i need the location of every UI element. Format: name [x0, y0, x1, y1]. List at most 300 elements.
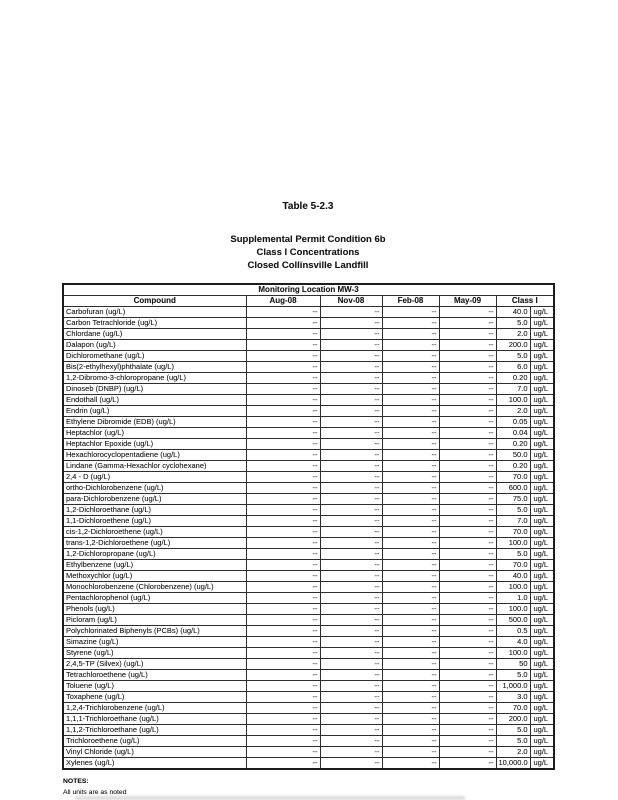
compound-name: Picloram (ug/L)	[63, 615, 246, 626]
table-row	[63, 428, 554, 439]
table-row	[63, 758, 554, 770]
class1-unit: ug/L	[530, 406, 554, 417]
class1-value: 70.0	[496, 527, 530, 538]
table-row	[63, 725, 554, 736]
class1-value: 50	[496, 659, 530, 670]
notes-line-units: All units are as noted	[63, 789, 127, 796]
table-row	[63, 692, 554, 703]
compound-name: 1,2,4-Trichlorobenzene (ug/L)	[63, 703, 246, 714]
table-row	[63, 714, 554, 725]
class1-value: 100.0	[496, 538, 530, 549]
class1-unit: ug/L	[530, 373, 554, 384]
result-may09: --	[439, 406, 496, 417]
class1-unit: ug/L	[530, 725, 554, 736]
result-aug08: --	[246, 461, 320, 472]
compound-name: Chlordane (ug/L)	[63, 329, 246, 340]
result-aug08: --	[246, 384, 320, 395]
result-nov08: --	[320, 472, 382, 483]
column-header-class1: Class I	[496, 296, 554, 307]
result-may09: --	[439, 351, 496, 362]
class1-value: 75.0	[496, 494, 530, 505]
compound-name: Dalapon (ug/L)	[63, 340, 246, 351]
result-nov08: --	[320, 560, 382, 571]
result-may09: --	[439, 681, 496, 692]
class1-value: 200.0	[496, 714, 530, 725]
compound-name: Toluene (ug/L)	[63, 681, 246, 692]
class1-value: 100.0	[496, 395, 530, 406]
class1-value: 5.0	[496, 318, 530, 329]
result-feb08: --	[382, 362, 439, 373]
table-row	[63, 648, 554, 659]
class1-value: 1,000.0	[496, 681, 530, 692]
table-row	[63, 736, 554, 747]
column-header-nov08: Nov-08	[320, 296, 382, 307]
class1-unit: ug/L	[530, 483, 554, 494]
class1-unit: ug/L	[530, 648, 554, 659]
class1-value: 0.20	[496, 461, 530, 472]
table-row	[63, 362, 554, 373]
result-may09: --	[439, 648, 496, 659]
result-may09: --	[439, 329, 496, 340]
compound-name: 1,2-Dibromo-3-chloropropane (ug/L)	[63, 373, 246, 384]
result-nov08: --	[320, 659, 382, 670]
result-aug08: --	[246, 659, 320, 670]
result-may09: --	[439, 483, 496, 494]
class1-unit: ug/L	[530, 714, 554, 725]
result-aug08: --	[246, 329, 320, 340]
compound-name: Heptachlor (ug/L)	[63, 428, 246, 439]
table-row	[63, 659, 554, 670]
table-row	[63, 329, 554, 340]
result-may09: --	[439, 714, 496, 725]
result-feb08: --	[382, 703, 439, 714]
result-nov08: --	[320, 428, 382, 439]
class1-unit: ug/L	[530, 571, 554, 582]
table-row	[63, 571, 554, 582]
compound-name: Phenols (ug/L)	[63, 604, 246, 615]
class1-unit: ug/L	[530, 395, 554, 406]
compound-name: Bis(2-ethylhexyl)phthalate (ug/L)	[63, 362, 246, 373]
compound-name: trans-1,2-Dichloroethene (ug/L)	[63, 538, 246, 549]
result-aug08: --	[246, 439, 320, 450]
result-feb08: --	[382, 670, 439, 681]
class1-value: 100.0	[496, 648, 530, 659]
table-row	[63, 626, 554, 637]
result-nov08: --	[320, 527, 382, 538]
table-row	[63, 340, 554, 351]
class1-unit: ug/L	[530, 604, 554, 615]
class1-value: 40.0	[496, 571, 530, 582]
result-feb08: --	[382, 692, 439, 703]
class1-value: 3.0	[496, 692, 530, 703]
compound-name: 1,2-Dichloroethane (ug/L)	[63, 505, 246, 516]
compound-name: cis-1,2-Dichloroethene (ug/L)	[63, 527, 246, 538]
table-row	[63, 560, 554, 571]
monitoring-location-header: Monitoring Location MW-3	[63, 284, 554, 296]
result-aug08: --	[246, 318, 320, 329]
result-feb08: --	[382, 340, 439, 351]
result-feb08: --	[382, 505, 439, 516]
result-nov08: --	[320, 637, 382, 648]
compound-name: Dinoseb (DNBP) (ug/L)	[63, 384, 246, 395]
result-nov08: --	[320, 395, 382, 406]
class1-value: 5.0	[496, 725, 530, 736]
result-aug08: --	[246, 648, 320, 659]
result-nov08: --	[320, 483, 382, 494]
result-feb08: --	[382, 395, 439, 406]
result-nov08: --	[320, 571, 382, 582]
result-nov08: --	[320, 670, 382, 681]
table-row	[63, 472, 554, 483]
monitoring-results-table	[62, 283, 555, 770]
table-row	[63, 637, 554, 648]
result-nov08: --	[320, 505, 382, 516]
table-row	[63, 406, 554, 417]
result-may09: --	[439, 395, 496, 406]
result-may09: --	[439, 670, 496, 681]
compound-name: Carbon Tetrachloride (ug/L)	[63, 318, 246, 329]
class1-value: 5.0	[496, 351, 530, 362]
compound-name: para-Dichlorobenzene (ug/L)	[63, 494, 246, 505]
compound-name: 2,4 - D (ug/L)	[63, 472, 246, 483]
result-aug08: --	[246, 615, 320, 626]
result-may09: --	[439, 417, 496, 428]
compound-name: Xylenes (ug/L)	[63, 758, 246, 770]
result-nov08: --	[320, 736, 382, 747]
class1-value: 600.0	[496, 483, 530, 494]
table-row	[63, 483, 554, 494]
result-aug08: --	[246, 527, 320, 538]
class1-value: 2.0	[496, 329, 530, 340]
result-may09: --	[439, 461, 496, 472]
compound-name: Vinyl Chloride (ug/L)	[63, 747, 246, 758]
class1-unit: ug/L	[530, 384, 554, 395]
class1-value: 500.0	[496, 615, 530, 626]
result-aug08: --	[246, 417, 320, 428]
class1-unit: ug/L	[530, 472, 554, 483]
class1-value: 100.0	[496, 582, 530, 593]
column-header-may09: May-09	[439, 296, 496, 307]
result-may09: --	[439, 384, 496, 395]
class1-unit: ug/L	[530, 560, 554, 571]
subtitle-permit-condition: Supplemental Permit Condition 6b	[230, 234, 386, 245]
table-row	[63, 417, 554, 428]
compound-name: Methoxychlor (ug/L)	[63, 571, 246, 582]
result-aug08: --	[246, 450, 320, 461]
result-feb08: --	[382, 527, 439, 538]
result-aug08: --	[246, 483, 320, 494]
result-feb08: --	[382, 494, 439, 505]
result-nov08: --	[320, 450, 382, 461]
result-aug08: --	[246, 538, 320, 549]
class1-unit: ug/L	[530, 681, 554, 692]
class1-value: 5.0	[496, 670, 530, 681]
result-may09: --	[439, 637, 496, 648]
class1-value: 0.20	[496, 439, 530, 450]
compound-name: Ethylene Dibromide (EDB) (ug/L)	[63, 417, 246, 428]
result-may09: --	[439, 340, 496, 351]
result-may09: --	[439, 582, 496, 593]
result-may09: --	[439, 549, 496, 560]
table-body	[63, 307, 554, 770]
class1-unit: ug/L	[530, 318, 554, 329]
class1-unit: ug/L	[530, 351, 554, 362]
class1-unit: ug/L	[530, 582, 554, 593]
class1-unit: ug/L	[530, 417, 554, 428]
result-nov08: --	[320, 604, 382, 615]
result-aug08: --	[246, 758, 320, 770]
class1-value: 2.0	[496, 406, 530, 417]
result-aug08: --	[246, 307, 320, 318]
result-nov08: --	[320, 714, 382, 725]
result-aug08: --	[246, 362, 320, 373]
result-nov08: --	[320, 516, 382, 527]
result-aug08: --	[246, 340, 320, 351]
compound-name: 1,2-Dichloropropane (ug/L)	[63, 549, 246, 560]
table-location-header-row	[63, 284, 554, 296]
class1-unit: ug/L	[530, 329, 554, 340]
result-may09: --	[439, 373, 496, 384]
result-may09: --	[439, 538, 496, 549]
compound-name: Heptachlor Epoxide (ug/L)	[63, 439, 246, 450]
class1-value: 5.0	[496, 736, 530, 747]
table-row	[63, 373, 554, 384]
result-feb08: --	[382, 604, 439, 615]
compound-name: Toxaphene (ug/L)	[63, 692, 246, 703]
class1-value: 200.0	[496, 340, 530, 351]
result-feb08: --	[382, 461, 439, 472]
notes-heading: NOTES:	[63, 778, 89, 785]
result-feb08: --	[382, 615, 439, 626]
result-feb08: --	[382, 472, 439, 483]
result-nov08: --	[320, 725, 382, 736]
class1-value: 2.0	[496, 747, 530, 758]
class1-unit: ug/L	[530, 747, 554, 758]
class1-value: 6.0	[496, 362, 530, 373]
result-aug08: --	[246, 714, 320, 725]
result-aug08: --	[246, 593, 320, 604]
result-may09: --	[439, 527, 496, 538]
class1-value: 7.0	[496, 384, 530, 395]
result-aug08: --	[246, 747, 320, 758]
result-aug08: --	[246, 351, 320, 362]
compound-name: Carbofuran (ug/L)	[63, 307, 246, 318]
class1-unit: ug/L	[530, 494, 554, 505]
subtitle-landfill-name: Closed Collinsville Landfill	[247, 260, 369, 271]
result-may09: --	[439, 362, 496, 373]
compound-name: Trichloroethene (ug/L)	[63, 736, 246, 747]
result-aug08: --	[246, 494, 320, 505]
result-aug08: --	[246, 582, 320, 593]
compound-name: 1,1,2-Trichloroethane (ug/L)	[63, 725, 246, 736]
result-feb08: --	[382, 318, 439, 329]
result-may09: --	[439, 505, 496, 516]
result-feb08: --	[382, 560, 439, 571]
table-row	[63, 604, 554, 615]
table-row	[63, 450, 554, 461]
class1-unit: ug/L	[530, 549, 554, 560]
table-row	[63, 516, 554, 527]
compound-name: Endothall (ug/L)	[63, 395, 246, 406]
result-nov08: --	[320, 439, 382, 450]
class1-value: 50.0	[496, 450, 530, 461]
result-may09: --	[439, 626, 496, 637]
compound-name: 1,1-Dichloroethene (ug/L)	[63, 516, 246, 527]
result-feb08: --	[382, 417, 439, 428]
table-row	[63, 681, 554, 692]
result-may09: --	[439, 736, 496, 747]
result-may09: --	[439, 439, 496, 450]
result-feb08: --	[382, 637, 439, 648]
class1-unit: ug/L	[530, 527, 554, 538]
result-may09: --	[439, 428, 496, 439]
compound-name: Pentachlorophenol (ug/L)	[63, 593, 246, 604]
compound-name: Styrene (ug/L)	[63, 648, 246, 659]
result-nov08: --	[320, 329, 382, 340]
class1-value: 0.5	[496, 626, 530, 637]
result-may09: --	[439, 571, 496, 582]
result-feb08: --	[382, 483, 439, 494]
result-nov08: --	[320, 615, 382, 626]
result-nov08: --	[320, 703, 382, 714]
result-feb08: --	[382, 725, 439, 736]
result-feb08: --	[382, 659, 439, 670]
result-may09: --	[439, 450, 496, 461]
table-row	[63, 439, 554, 450]
table-row	[63, 593, 554, 604]
result-feb08: --	[382, 758, 439, 770]
class1-unit: ug/L	[530, 703, 554, 714]
table-row	[63, 461, 554, 472]
result-nov08: --	[320, 538, 382, 549]
class1-unit: ug/L	[530, 637, 554, 648]
table-row	[63, 582, 554, 593]
result-aug08: --	[246, 395, 320, 406]
column-header-compound: Compound	[63, 296, 246, 307]
result-may09: --	[439, 494, 496, 505]
result-aug08: --	[246, 626, 320, 637]
result-feb08: --	[382, 373, 439, 384]
class1-value: 5.0	[496, 505, 530, 516]
class1-unit: ug/L	[530, 758, 554, 770]
class1-value: 0.04	[496, 428, 530, 439]
subtitle-class-concentrations: Class I Concentrations	[256, 247, 360, 258]
result-may09: --	[439, 747, 496, 758]
result-aug08: --	[246, 472, 320, 483]
result-feb08: --	[382, 428, 439, 439]
result-feb08: --	[382, 571, 439, 582]
class1-unit: ug/L	[530, 736, 554, 747]
class1-value: 5.0	[496, 549, 530, 560]
result-feb08: --	[382, 538, 439, 549]
compound-name: Hexachlorocyclopentadiene (ug/L)	[63, 450, 246, 461]
compound-name: ortho-Dichlorobenzene (ug/L)	[63, 483, 246, 494]
table-row	[63, 384, 554, 395]
compound-name: Monochlorobenzene (Chlorobenzene) (ug/L)	[63, 582, 246, 593]
result-nov08: --	[320, 406, 382, 417]
class1-unit: ug/L	[530, 428, 554, 439]
result-may09: --	[439, 725, 496, 736]
result-aug08: --	[246, 560, 320, 571]
result-feb08: --	[382, 450, 439, 461]
result-feb08: --	[382, 516, 439, 527]
class1-value: 10,000.0	[496, 758, 530, 770]
result-nov08: --	[320, 351, 382, 362]
class1-value: 1.0	[496, 593, 530, 604]
result-aug08: --	[246, 516, 320, 527]
table-row	[63, 505, 554, 516]
result-aug08: --	[246, 703, 320, 714]
result-may09: --	[439, 318, 496, 329]
class1-value: 70.0	[496, 703, 530, 714]
table-row	[63, 703, 554, 714]
result-feb08: --	[382, 593, 439, 604]
class1-value: 0.05	[496, 417, 530, 428]
result-nov08: --	[320, 681, 382, 692]
result-aug08: --	[246, 725, 320, 736]
table-row	[63, 747, 554, 758]
result-feb08: --	[382, 439, 439, 450]
table-row	[63, 538, 554, 549]
compound-name: Simazine (ug/L)	[63, 637, 246, 648]
result-aug08: --	[246, 736, 320, 747]
result-feb08: --	[382, 549, 439, 560]
compound-name: Lindane (Gamma-Hexachlor cyclohexane)	[63, 461, 246, 472]
result-feb08: --	[382, 351, 439, 362]
result-feb08: --	[382, 714, 439, 725]
table-row	[63, 670, 554, 681]
table-row	[63, 494, 554, 505]
result-may09: --	[439, 560, 496, 571]
compound-name: Tetrachloroethene (ug/L)	[63, 670, 246, 681]
result-may09: --	[439, 758, 496, 770]
result-may09: --	[439, 615, 496, 626]
result-may09: --	[439, 472, 496, 483]
result-nov08: --	[320, 593, 382, 604]
class1-value: 7.0	[496, 516, 530, 527]
compound-name: 2,4,5-TP (Silvex) (ug/L)	[63, 659, 246, 670]
result-nov08: --	[320, 461, 382, 472]
class1-unit: ug/L	[530, 450, 554, 461]
class1-value: 0.20	[496, 373, 530, 384]
result-aug08: --	[246, 428, 320, 439]
result-aug08: --	[246, 670, 320, 681]
result-nov08: --	[320, 747, 382, 758]
class1-value: 70.0	[496, 472, 530, 483]
result-nov08: --	[320, 582, 382, 593]
result-feb08: --	[382, 736, 439, 747]
class1-unit: ug/L	[530, 659, 554, 670]
class1-unit: ug/L	[530, 692, 554, 703]
result-nov08: --	[320, 307, 382, 318]
compound-name: Dichloromethane (ug/L)	[63, 351, 246, 362]
result-aug08: --	[246, 373, 320, 384]
table-row	[63, 615, 554, 626]
result-nov08: --	[320, 494, 382, 505]
result-nov08: --	[320, 549, 382, 560]
column-header-aug08: Aug-08	[246, 296, 320, 307]
table-row	[63, 549, 554, 560]
result-may09: --	[439, 593, 496, 604]
table-row	[63, 307, 554, 318]
class1-unit: ug/L	[530, 626, 554, 637]
class1-unit: ug/L	[530, 340, 554, 351]
table-row	[63, 318, 554, 329]
table-column-header-row	[63, 296, 554, 307]
result-nov08: --	[320, 648, 382, 659]
result-aug08: --	[246, 505, 320, 516]
table-row	[63, 351, 554, 362]
